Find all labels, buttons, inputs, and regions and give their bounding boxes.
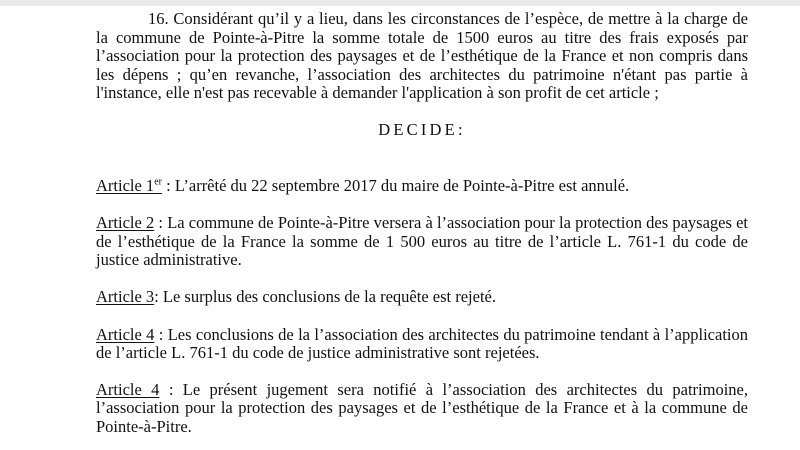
article-5-label: Article 4 xyxy=(96,379,160,399)
article-4-separator: : xyxy=(154,324,168,344)
article-5 xyxy=(96,381,748,437)
article-4 xyxy=(96,326,748,363)
article-4-label: Article 4 xyxy=(96,324,155,344)
document-page xyxy=(96,10,748,437)
article-3-separator: : xyxy=(154,286,163,306)
article-1-label: Article 1er xyxy=(96,175,162,195)
scan-top-shadow xyxy=(0,0,800,6)
article-2 xyxy=(96,214,748,270)
paragraph-16: 16. Considérant qu’il y a lieu, dans les circonstances de l’espèce, de mettre à la charge de la commune de Pointe-à-Pitre la somme totale de 1500 euros au titre des frais exposés par l’association pour la protection des paysages et de l’esthétique de la France et non compris dans les dépens ; qu’en revanche, l’association des architectes du patrimoine n'étant pas partie à l'instance, elle n'est pas recevable à demander l'application à son profit de cet article ; xyxy=(96,9,748,103)
article-1-text: L’arrêté du 22 septembre 2017 du maire de Pointe-à-Pitre est annulé. xyxy=(174,175,630,195)
article-5-separator: : xyxy=(159,379,183,399)
article-3-text: Le surplus des conclusions de la requête est rejeté. xyxy=(162,286,496,306)
article-5-text: Le présent jugement sera notifié à l’association des architectes du patrimoine, l’association pour la protection des paysages et de l’esthétique de la France et à la commune de Pointe-à-Pitre. xyxy=(96,379,748,436)
article-1 xyxy=(96,177,748,196)
article-2-text: La commune de Pointe-à-Pitre versera à l’association pour la protection des paysages et de l’esthétique de la France la somme de 1 500 euros au titre de l’article L. 761-1 du code de justice administrative. xyxy=(96,213,749,270)
article-1-superscript: er xyxy=(154,176,162,188)
article-3-label: Article 3 xyxy=(96,286,155,306)
decide-heading: DECIDE: xyxy=(378,119,466,139)
article-3 xyxy=(96,288,748,307)
article-2-separator: : xyxy=(154,213,168,233)
article-4-text: Les conclusions de la l’association des architectes du patrimoine tendant à l’application de l’article L. 761-1 du code de justice administrative sont rejetées. xyxy=(96,324,748,363)
article-2-label: Article 2 xyxy=(96,213,155,233)
article-1-separator: : xyxy=(161,175,175,195)
